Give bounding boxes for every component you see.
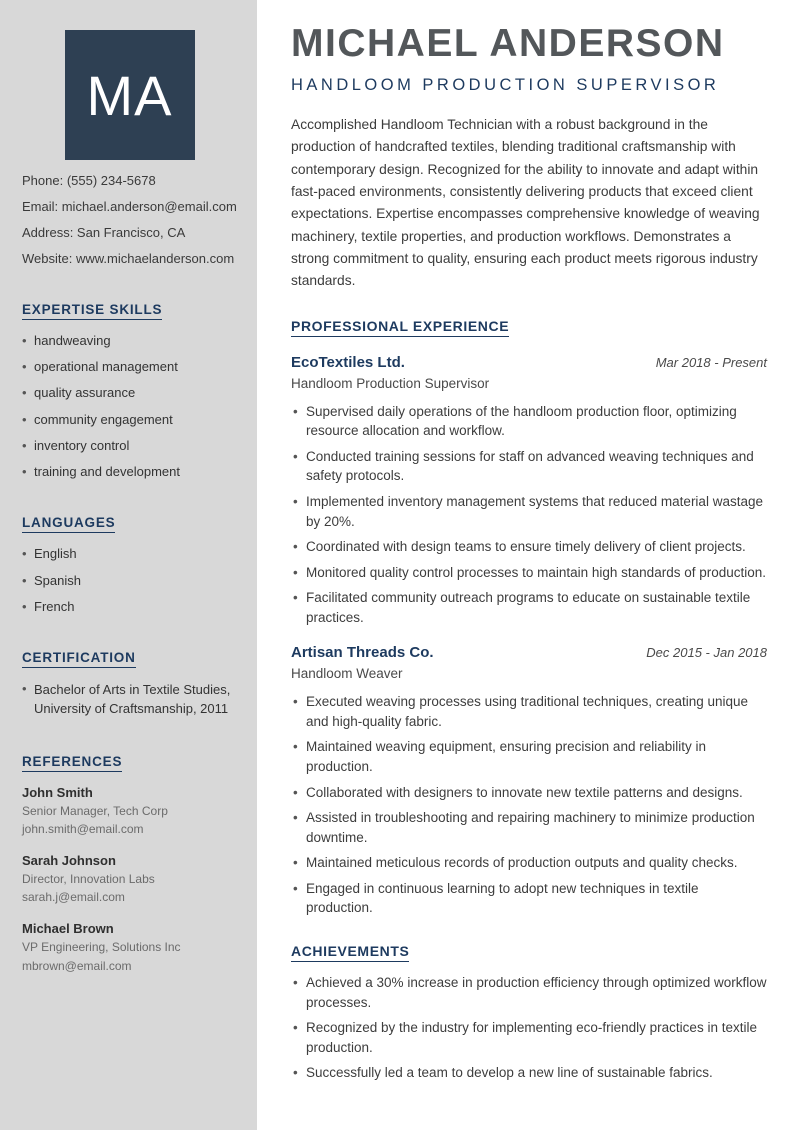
- job-bullet-text: Monitored quality control processes to maintain high standards of production.: [306, 564, 767, 580]
- bullet-marker: •: [293, 974, 298, 990]
- bullet-marker: •: [22, 464, 27, 479]
- reference-entry: [22, 921, 237, 974]
- bullet-marker: •: [293, 1065, 298, 1081]
- bullet-marker: •: [293, 694, 298, 710]
- skill-label: handweaving: [34, 332, 111, 348]
- job-bullet: [291, 853, 767, 873]
- achievement-item: [291, 973, 767, 1012]
- bullet-marker: •: [293, 539, 298, 555]
- skill-item: [22, 438, 237, 454]
- job-bullet: [291, 737, 767, 776]
- job-bullet: [291, 492, 767, 531]
- sidebar: [0, 0, 257, 1130]
- bullet-marker: •: [293, 1020, 298, 1036]
- job-bullet: [291, 588, 767, 627]
- languages-list: [22, 546, 237, 615]
- experience-heading: PROFESSIONAL EXPERIENCE: [291, 318, 509, 337]
- bullet-marker: •: [22, 411, 27, 427]
- references-heading: REFERENCES: [22, 754, 122, 772]
- bullet-marker: •: [293, 493, 298, 509]
- achievement-item: [291, 1063, 767, 1083]
- references-section: [22, 753, 237, 975]
- skill-label: inventory control: [34, 437, 130, 453]
- skill-label: training and development: [34, 464, 180, 479]
- job-bullet-text: Assisted in troubleshooting and repairing machinery to minimize production downtime.: [306, 810, 755, 845]
- reference-title: Director, Innovation Labs: [22, 871, 155, 886]
- bullet-marker: •: [22, 437, 27, 453]
- contact-line: Phone: (555) 234-5678: [22, 173, 156, 188]
- language-item: [22, 573, 237, 589]
- bullet-marker: •: [293, 448, 298, 464]
- language-item: [22, 599, 237, 615]
- job-bullet-text: Executed weaving processes using traditional techniques, creating unique and high-quality fabric.: [306, 694, 749, 729]
- skills-list: [22, 333, 237, 481]
- skill-item: [22, 333, 237, 349]
- certification-section: [22, 649, 237, 719]
- job-role: Handloom Production Supervisor: [291, 375, 490, 391]
- bullet-marker: •: [293, 590, 298, 606]
- skill-label: operational management: [34, 359, 178, 374]
- bullet-marker: •: [293, 403, 298, 419]
- monogram-initials: MA: [86, 63, 173, 127]
- job-entry: [291, 644, 767, 918]
- skill-label: community engagement: [34, 411, 173, 427]
- reference-email: john.smith@email.com: [22, 822, 144, 837]
- bullet-marker: •: [22, 385, 27, 401]
- reference-entry: [22, 785, 237, 838]
- job-bullet-text: Collaborated with designers to innovate new textile patterns and designs.: [306, 784, 743, 800]
- skill-label: quality assurance: [34, 385, 136, 401]
- job-bullet: [291, 879, 767, 918]
- skill-item: [22, 412, 237, 428]
- job-bullet: [291, 783, 767, 803]
- job-bullet: [291, 808, 767, 847]
- job-bullets: [291, 402, 767, 628]
- reference-title: VP Engineering, Solutions Inc: [22, 940, 181, 955]
- job-bullet-text: Engaged in continuous learning to adopt new techniques in textile production.: [306, 880, 699, 916]
- bullet-marker: •: [293, 739, 298, 755]
- job-bullet: [291, 563, 767, 583]
- bullet-marker: •: [293, 810, 298, 826]
- reference-name: John Smith: [22, 784, 93, 800]
- contact-line: Address: San Francisco, CA: [22, 224, 186, 240]
- bullet-marker: •: [22, 598, 27, 614]
- job-bullets: [291, 692, 767, 918]
- skills-heading: EXPERTISE SKILLS: [22, 302, 162, 320]
- job-bullet-text: Facilitated community outreach programs to educate on sustainable textile practices.: [306, 590, 751, 625]
- candidate-title: HANDLOOM PRODUCTION SUPERVISOR: [291, 75, 720, 94]
- language-item: [22, 546, 237, 562]
- achievement-item: [291, 1018, 767, 1057]
- reference-email: mbrown@email.com: [22, 958, 132, 973]
- contact-line: Email: michael.anderson@email.com: [22, 198, 237, 214]
- certification-item: [22, 681, 237, 719]
- job-bullet: [291, 692, 767, 731]
- bullet-marker: •: [293, 784, 298, 800]
- reference-name: Michael Brown: [22, 921, 114, 937]
- job-bullet-text: Supervised daily operations of the handloom production floor, optimizing resource allocation and workflow.: [306, 403, 737, 439]
- job-bullet-text: Conducted training sessions for staff on advanced weaving techniques and safety protocols.: [306, 448, 754, 484]
- skill-item: [22, 464, 237, 480]
- job-header: [291, 644, 767, 661]
- certification-list: [22, 681, 237, 719]
- language-label: French: [34, 598, 75, 614]
- certification-label: Bachelor of Arts in Textile Studies, University of Craftsmanship, 2011: [34, 682, 231, 716]
- languages-heading: LANGUAGES: [22, 515, 115, 533]
- candidate-name: MICHAEL ANDERSON: [291, 22, 725, 65]
- job-dates: Mar 2018 - Present: [655, 354, 767, 370]
- job-entry: [291, 354, 767, 628]
- contact-line: Website: www.michaelanderson.com: [22, 250, 235, 266]
- job-bullet-text: Implemented inventory management systems that reduced material wastage by 20%.: [306, 493, 763, 529]
- languages-section: [22, 514, 237, 615]
- skill-item: [22, 359, 237, 375]
- experience-section: [291, 318, 767, 918]
- bullet-marker: •: [22, 359, 27, 374]
- job-bullet: [291, 537, 767, 557]
- job-bullet-text: Maintained weaving equipment, ensuring precision and reliability in production.: [306, 739, 706, 774]
- reference-email: sarah.j@email.com: [22, 890, 125, 905]
- achievements-heading: ACHIEVEMENTS: [291, 943, 409, 962]
- reference-name: Sarah Johnson: [22, 852, 116, 868]
- achievement-text: Successfully led a team to develop a new line of sustainable fabrics.: [306, 1065, 713, 1081]
- achievements-list: [291, 973, 767, 1083]
- company-name: EcoTextiles Ltd.: [291, 353, 405, 371]
- job-bullet: [291, 402, 767, 441]
- company-name: Artisan Threads Co.: [291, 644, 434, 662]
- summary-paragraph: Accomplished Handloom Technician with a robust background in the production of handcrafted textiles, blending traditional craftsmanship with contemporary design. Recognized for the ability to innovate and adapt within fast-paced environments, consistently delivering products that exceed client expectations. Expertise encompasses comprehensive knowledge of weaving machinery, textile properties, and production workflows. Demonstrates a strong commitment to quality, ensuring each product meets rigorous industry standards.: [291, 116, 760, 289]
- skills-section: [22, 301, 237, 481]
- bullet-marker: •: [293, 564, 298, 580]
- certification-heading: CERTIFICATION: [22, 650, 136, 668]
- language-label: English: [34, 546, 77, 562]
- contact-info: [22, 174, 237, 267]
- job-header: [291, 354, 767, 371]
- job-dates: Dec 2015 - Jan 2018: [646, 645, 767, 661]
- job-bullet: [291, 447, 767, 486]
- job-role: Handloom Weaver: [291, 666, 403, 682]
- reference-title: Senior Manager, Tech Corp: [22, 803, 168, 818]
- bullet-marker: •: [293, 880, 298, 896]
- achievements-section: [291, 943, 767, 1083]
- achievement-text: Achieved a 30% increase in production efficiency through optimized workflow processes.: [306, 974, 767, 1010]
- reference-entry: [22, 853, 237, 906]
- job-bullet-text: Coordinated with design teams to ensure timely delivery of client projects.: [306, 539, 746, 555]
- language-label: Spanish: [34, 572, 81, 588]
- references-list: [22, 785, 237, 975]
- bullet-marker: •: [22, 681, 27, 696]
- main-column: [257, 0, 800, 1130]
- job-bullet-text: Maintained meticulous records of production outputs and quality checks.: [306, 855, 738, 871]
- achievement-text: Recognized by the industry for implementing eco-friendly practices in textile production.: [306, 1020, 757, 1055]
- bullet-marker: •: [22, 546, 27, 562]
- monogram-badge: [65, 30, 195, 160]
- bullet-marker: •: [293, 855, 298, 871]
- skill-item: [22, 385, 237, 401]
- bullet-marker: •: [22, 572, 27, 588]
- bullet-marker: •: [22, 332, 27, 348]
